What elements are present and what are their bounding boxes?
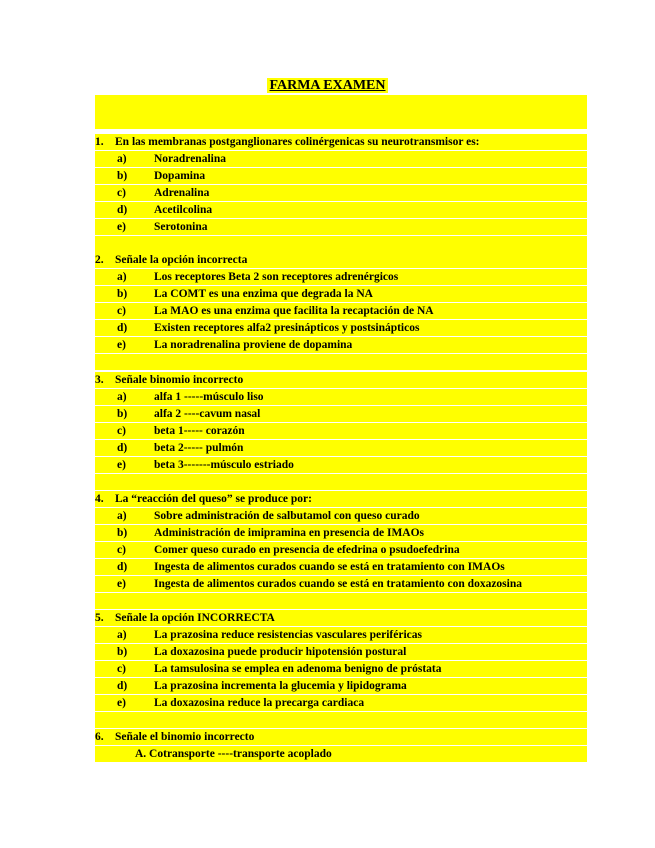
q2-option-b: b) La COMT es una enzima que degrada la NA	[95, 286, 587, 302]
q5-option-d: d) La prazosina incrementa la glucemia y lipidograma	[95, 678, 587, 694]
question-1: 1. En las membranas postganglionares colinérgenicas su neurotransmisor es:	[95, 134, 587, 150]
q2-option-a: a) Los receptores Beta 2 son receptores adrenérgicos	[95, 269, 587, 285]
q3-option-d: d) beta 2----- pulmón	[95, 440, 587, 456]
q1-option-c: c) Adrenalina	[95, 185, 587, 201]
q2-option-c: c) La MAO es una enzima que facilita la recaptación de NA	[95, 303, 587, 319]
q2-option-e: e) La noradrenalina proviene de dopamina	[95, 337, 587, 353]
q4-option-d: d) Ingesta de alimentos curados cuando se está en tratamiento con IMAOs	[95, 559, 587, 575]
q4-option-c: c) Comer queso curado en presencia de efedrina o psudoefedrina	[95, 542, 587, 558]
q4-option-e: e) Ingesta de alimentos curados cuando se está en tratamiento con doxazosina	[95, 576, 587, 592]
q1-option-d: d) Acetilcolina	[95, 202, 587, 218]
question-4: 4. La “reacción del queso” se produce por:	[95, 491, 587, 507]
q6-option-a: A. Cotransporte ----transporte acoplado	[95, 746, 587, 762]
highlight-spacer	[95, 593, 587, 609]
q3-option-a: a) alfa 1 -----músculo liso	[95, 389, 587, 405]
question-6: 6. Señale el binomio incorrecto	[95, 729, 587, 745]
q3-option-c: c) beta 1----- corazón	[95, 423, 587, 439]
question-2: 2. Señale la opción incorrecta	[95, 252, 587, 268]
highlight-spacer	[95, 474, 587, 490]
q5-option-a: a) La prazosina reduce resistencias vasculares periféricas	[95, 627, 587, 643]
document-title: FARMA EXAMEN	[269, 78, 386, 93]
q1-option-a: a) Noradrenalina	[95, 151, 587, 167]
highlight-spacer	[95, 354, 587, 370]
highlight-spacer	[95, 236, 587, 252]
highlight-spacer	[95, 95, 587, 129]
question-5: 5. Señale la opción INCORRECTA	[95, 610, 587, 626]
q1-option-b: b) Dopamina	[95, 168, 587, 184]
question-3: 3. Señale binomio incorrecto	[95, 372, 587, 388]
q1-option-e: e) Serotonina	[95, 219, 587, 235]
highlight-spacer	[95, 712, 587, 728]
q5-option-e: e) La doxazosina reduce la precarga cardiaca	[95, 695, 587, 711]
q4-option-a: a) Sobre administración de salbutamol con queso curado	[95, 508, 587, 524]
q3-option-e: e) beta 3-------músculo estriado	[95, 457, 587, 473]
q5-option-b: b) La doxazosina puede producir hipotensión postural	[95, 644, 587, 660]
q2-option-d: d) Existen receptores alfa2 presinápticos y postsinápticos	[95, 320, 587, 336]
q3-option-b: b) alfa 2 ----cavum nasal	[95, 406, 587, 422]
q4-option-b: b) Administración de imipramina en presencia de IMAOs	[95, 525, 587, 541]
q5-option-c: c) La tamsulosina se emplea en adenoma benigno de próstata	[95, 661, 587, 677]
